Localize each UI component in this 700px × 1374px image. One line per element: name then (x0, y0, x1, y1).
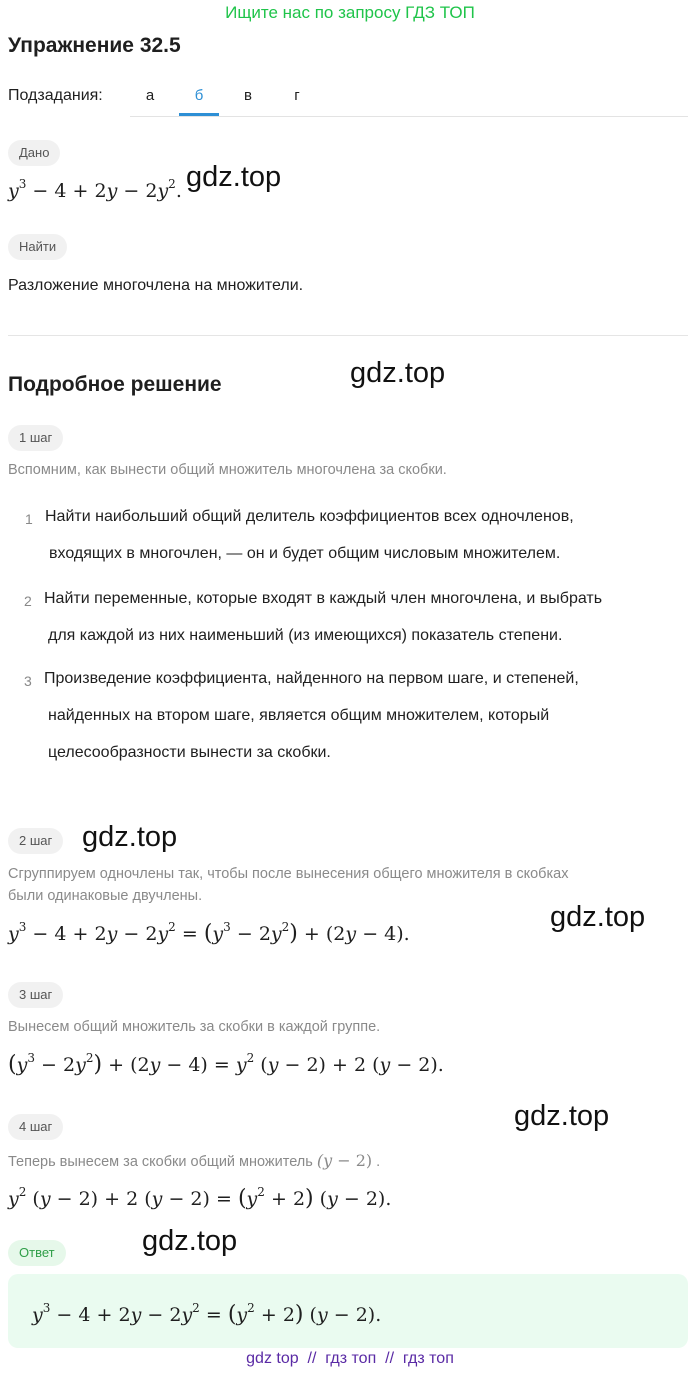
page-title: Упражнение 32.5 (8, 34, 181, 57)
step2-formula: $y^3 - 4 + 2y - 2y^2 = (y^3 - 2y^2) + (2y - 4)$. (8, 920, 410, 946)
step2-pill: 2 шаг (8, 828, 63, 854)
step4-text-main: Теперь вынесем за скобки общий множитель (8, 1154, 313, 1170)
given-pill: Дано (8, 140, 60, 166)
step1-intro: Вспомним, как вынести общий множитель многочлена за скобки. (8, 462, 447, 478)
list-item-number: 3 (24, 673, 32, 689)
find-pill: Найти (8, 234, 67, 260)
watermark: gdz.top (142, 1225, 238, 1257)
divider (8, 335, 688, 336)
list-item-text: Найти наибольший общий делитель коэффициентов всех одночленов, (45, 508, 574, 525)
step3-text: Вынесем общий множитель за скобки в каждой группе. (8, 1019, 381, 1035)
subtask-tabs (130, 84, 688, 117)
list-item-text: Найти переменные, которые входят в каждый член многочлена, и выбрать (44, 590, 603, 607)
tab-b[interactable]: б (179, 84, 219, 116)
step4-text (8, 1151, 380, 1170)
step1-pill: 1 шаг (8, 425, 63, 451)
list-item-text: найденных на втором шаге, является общим множителем, который (48, 707, 550, 724)
step4-text-end: . (376, 1154, 381, 1170)
list-item-text: целесообразности вынести за скобки. (48, 744, 331, 761)
list-item-text: Произведение коэффициента, найденного на первом шаге, и степеней, (44, 670, 579, 687)
step4-pill: 4 шаг (8, 1114, 63, 1140)
step2-text-line1: Сгруппируем одночлены так, чтобы после вынесения общего множителя в скобках (8, 866, 569, 882)
step4-formula: $y^2$ (y − 2) + 2 $(y - 2) = (y^2 + 2) (y - 2)$. (8, 1185, 392, 1211)
solution-heading: Подробное решение (8, 373, 222, 396)
footer-links[interactable]: gdz top // гдз топ // гдз топ (246, 1350, 454, 1367)
watermark: gdz.top (514, 1100, 610, 1132)
tab-g[interactable]: г (294, 87, 300, 104)
watermark: gdz.top (186, 161, 282, 193)
search-banner: Ищите нас по запросу ГДЗ ТОП (225, 3, 475, 22)
list-item-text: входящих в многочлен, — он и будет общим числовым множителем. (49, 545, 561, 562)
list-item-number: 2 (24, 593, 32, 609)
answer-formula: $y^3 - 4 + 2y - 2y^2 = (y^2 + 2) (y - 2)$. (32, 1301, 382, 1327)
list-item-number: 1 (25, 511, 33, 527)
watermark: gdz.top (550, 901, 646, 933)
answer-pill: Ответ (8, 1240, 66, 1266)
step4-inline-formula: (y − 2) (316, 1151, 373, 1170)
tab-v[interactable]: в (244, 87, 252, 104)
subtasks-label: Подзадания: (8, 87, 103, 104)
step2-text-line2: были одинаковые двучлены. (8, 888, 203, 904)
step3-pill: 3 шаг (8, 982, 63, 1008)
watermark: gdz.top (350, 357, 446, 389)
step3-formula: $(y^3 - 2y^2) + (2y - 4) = y^2$ (y − 2) + 2 (y − 2). (8, 1051, 444, 1077)
given-formula: $y^3 - 4 + 2y - 2y^2$. (8, 177, 182, 202)
tab-a[interactable]: а (145, 87, 155, 104)
list-item-text: для каждой из них наименьший (из имеющихся) показатель степени. (48, 627, 563, 644)
watermark: gdz.top (82, 821, 178, 853)
find-text: Разложение многочлена на множители. (8, 277, 304, 294)
